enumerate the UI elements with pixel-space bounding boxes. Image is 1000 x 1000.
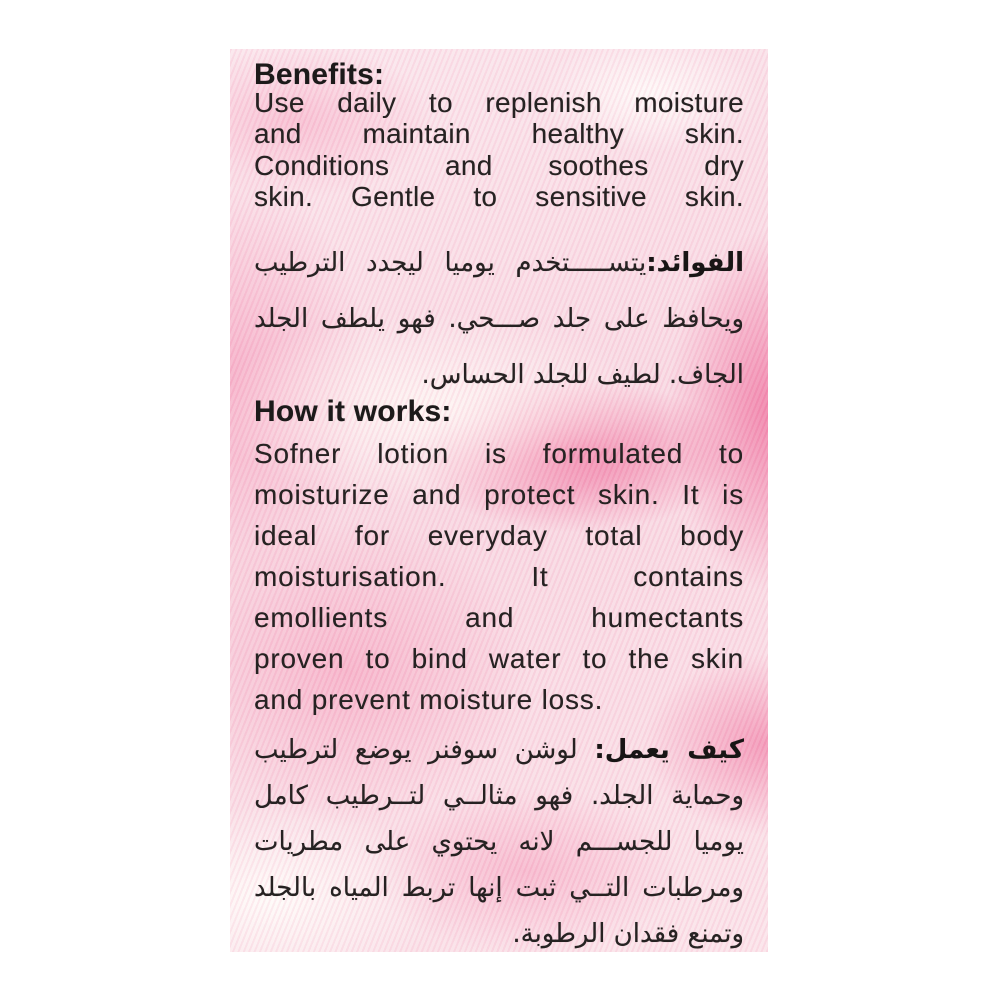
benefits-arabic-lead: الفوائد:: [646, 248, 744, 278]
text-line: skin. Gentle to sensitive skin.: [254, 180, 744, 212]
text-line: ideal for everyday total body: [254, 520, 744, 551]
text-line: ويحافظ على جلد صـــحي. فهو يلطف الجلد: [254, 304, 744, 334]
text-line: وتمنع فقدان الرطوبة.: [512, 919, 744, 949]
text-line: الجاف. لطيف للجلد الحساس.: [421, 360, 744, 390]
how-it-works-english-text: [254, 433, 744, 720]
text-line: [254, 727, 744, 773]
text-line: proven to bind water to the skin: [254, 643, 744, 674]
text-line: يوميا للجســـم لانه يحتوي على مطريات: [254, 827, 744, 857]
text-line: Use daily to replenish moisture: [254, 87, 744, 118]
benefits-english-text: [254, 87, 744, 212]
text-line: emollients and humectants: [254, 602, 744, 633]
product-label-panel: [230, 49, 768, 952]
text-line: and maintain healthy skin.: [254, 118, 744, 150]
how-it-works-heading: How it works:: [254, 395, 452, 428]
text-line: وحماية الجلد. فهو مثالــي لتــرطيب كامل: [254, 781, 744, 811]
text-line: Conditions and soothes dry: [254, 149, 744, 181]
text-line: [254, 235, 744, 291]
benefits-heading: Benefits:: [254, 58, 385, 91]
text-line: and prevent moisture loss.: [254, 684, 604, 715]
text-line: moisturize and protect skin. It is: [254, 479, 744, 510]
text-line: ومرطبات التــي ثبت إنها تربط المياه بالجلد: [254, 873, 744, 903]
how-it-works-arabic-text: [254, 727, 744, 952]
text-segment: يتســـــتخدم يوميا ليجدد الترطيب: [254, 248, 647, 278]
how-it-works-arabic-lead: كيف يعمل:: [594, 735, 744, 765]
benefits-arabic-text: [254, 235, 744, 403]
text-segment: لوشن سوفنر يوضع لترطيب: [254, 735, 595, 765]
text-line: Sofner lotion is formulated to: [254, 438, 744, 469]
text-line: moisturisation. It contains: [254, 561, 744, 592]
